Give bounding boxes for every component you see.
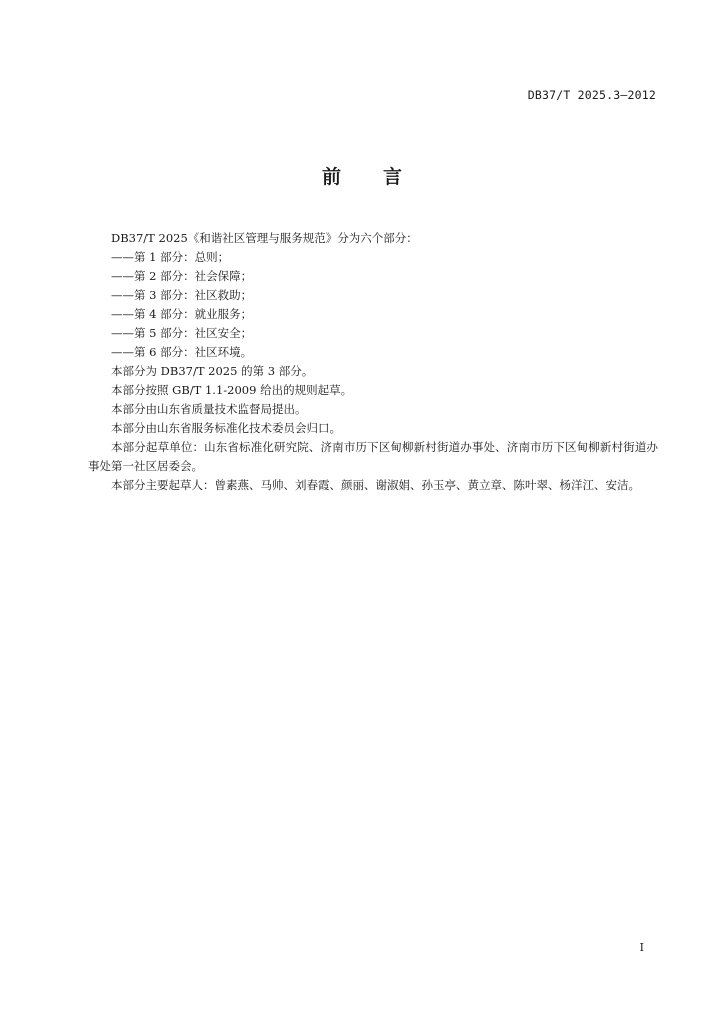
standard-code: DB37/T 2025.3—2012 (527, 88, 656, 102)
part-list-item: ——第 6 部分：社区环境。 (111, 345, 253, 359)
intro-paragraph: DB37/T 2025《和谐社区管理与服务规范》分为六个部分： (111, 231, 418, 245)
part-list-item: ——第 1 部分：总则； (111, 250, 230, 264)
proposer-paragraph: 本部分由山东省质量技术监督局提出。 (111, 402, 307, 416)
drafting-units-paragraph: 本部分起草单位：山东省标准化研究院、济南市历下区甸柳新村街道办事处、济南市历下区甸柳新村街道办事处第一社区居委会。 (88, 440, 658, 473)
part-statement-paragraph: 本部分为 DB37/T 2025 的第 3 部分。 (111, 364, 314, 378)
part-list-item: ——第 2 部分：社会保障； (111, 269, 253, 283)
foreword-body (88, 229, 658, 495)
title-char-2: 言 (383, 166, 403, 188)
committee-paragraph: 本部分由山东省服务标准化技术委员会归口。 (111, 421, 341, 435)
page-title (0, 162, 724, 189)
part-list-item: ——第 4 部分：就业服务； (111, 307, 253, 321)
page-number: I (639, 941, 644, 954)
part-list-item: ——第 5 部分：社区安全； (111, 326, 253, 340)
drafting-rules-paragraph: 本部分按照 GB/T 1.1-2009 给出的规则起草。 (111, 383, 353, 397)
drafters-paragraph: 本部分主要起草人：曾素燕、马帅、刘春霞、颜丽、谢淑娟、孙玉亭、黄立章、陈叶翠、杨洋江、安洁。 (111, 478, 640, 492)
title-char-1: 前 (321, 166, 341, 188)
part-list-item: ——第 3 部分：社区救助； (111, 288, 253, 302)
